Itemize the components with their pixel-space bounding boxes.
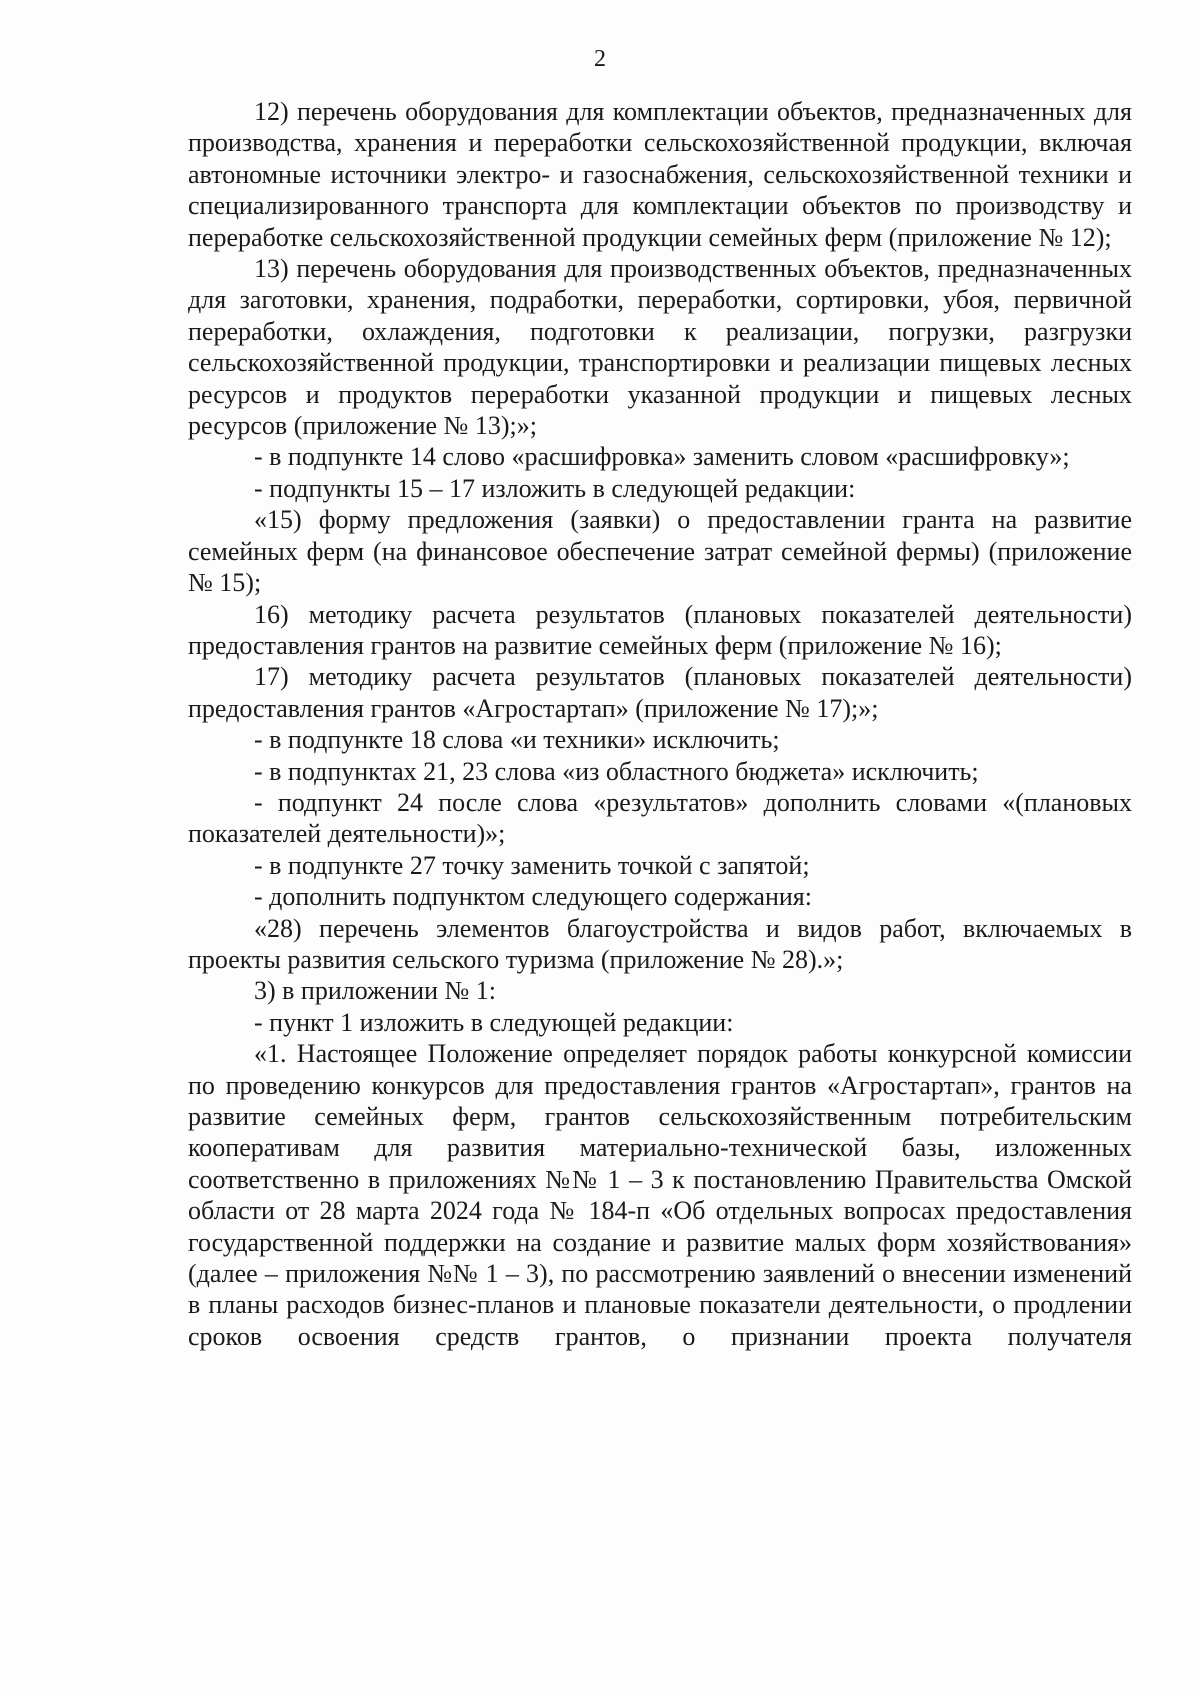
paragraph-add-subitem: - дополнить подпунктом следующего содержания:: [254, 882, 812, 912]
paragraph-subitems-15-17-intro: - подпункты 15 – 17 изложить в следующей редакции:: [254, 473, 856, 503]
paragraph-item-12: 12) перечень оборудования для комплектации объектов, предназначенных для производства, хранения и переработки сельскохозяйственной продукции, включая автономные источники электро- и газоснабжения, сельскохозяйственной техники и специализированного транспорта для комплектации объектов по производству и переработке сельскохозяйственной продукции семейных ферм (приложение № 12);: [188, 97, 1132, 252]
paragraph-subitem-14-change: - в подпункте 14 слово «расшифровка» заменить словом «расшифровку»;: [254, 442, 1070, 472]
paragraph-subitem-24-change: - подпункт 24 после слова «результатов» дополнить словами «(плановых показателей деятельности)»;: [188, 787, 1132, 849]
paragraph-item-16: 16) методику расчета результатов (плановых показателей деятельности) предоставления грантов на развитие семейных ферм (приложение № 16);: [188, 599, 1132, 660]
paragraph-appendix-1: 3) в приложении № 1:: [254, 976, 497, 1006]
paragraph-item-17: 17) методику расчета результатов (плановых показателей деятельности) предоставления грантов «Агростартап» (приложение № 17);»;: [188, 662, 1132, 723]
document-body: [188, 96, 1132, 1352]
page-number: 2: [594, 46, 606, 72]
paragraph-subitems-21-23-change: - в подпунктах 21, 23 слова «из областного бюджета» исключить;: [254, 756, 979, 786]
paragraph-point-1-intro: - пункт 1 изложить в следующей редакции:: [254, 1007, 734, 1037]
paragraph-point-1-text: «1. Настоящее Положение определяет порядок работы конкурсной комиссии по проведению конкурсов для предоставления грантов «Агростартап», грантов на развитие семейных ферм, грантов сельскохозяйственным потребительским кооперативам для развития материально-технической базы, изложенных соответственно в приложениях №№ 1 – 3 к постановлению Правительства Омской области от 28 марта 2024 года № 184-п «Об отдельных вопросах предоставления государственной поддержки на создание и развитие малых форм хозяйствования» (далее – приложения №№ 1 – 3), по рассмотрению заявлений о внесении изменений в планы расходов бизнес-планов и плановые показатели деятельности, о продлении сроков освоения средств грантов, о признании проекта получателя: [188, 1039, 1132, 1351]
paragraph-item-13: 13) перечень оборудования для производственных объектов, предназначенных для заготовки, хранения, подработки, переработки, сортировки, убоя, первичной переработки, охлаждения, подготовки к реализации, погрузки, разгрузки сельскохозяйственной продукции, транспортировки и реализации пищевых лесных ресурсов и продуктов переработки указанной продукции и пищевых лесных ресурсов (приложение № 13);»;: [188, 254, 1132, 441]
paragraph-subitem-18-change: - в подпункте 18 слова «и техники» исключить;: [254, 725, 780, 755]
paragraph-item-28: «28) перечень элементов благоустройства и видов работ, включаемых в проекты развития сельского туризма (приложение № 28).»;: [188, 913, 1132, 974]
paragraph-subitem-27-change: - в подпункте 27 точку заменить точкой с запятой;: [254, 850, 810, 880]
paragraph-item-15: «15) форму предложения (заявки) о предоставлении гранта на развитие семейных ферм (на финансовое обеспечение затрат семейной фермы) (приложение № 15);: [188, 505, 1132, 598]
